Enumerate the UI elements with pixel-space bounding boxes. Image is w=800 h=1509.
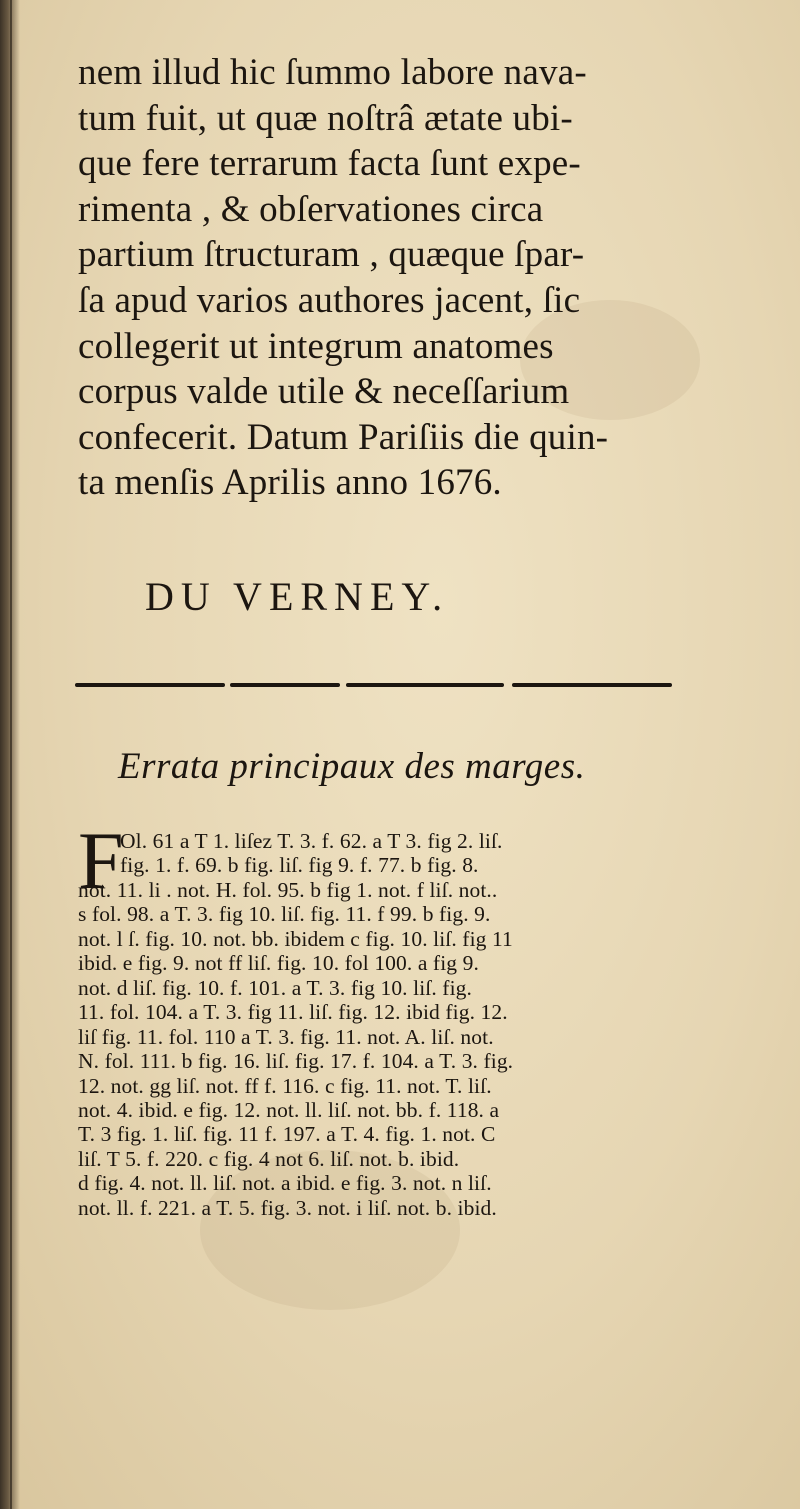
errata-line: d fig. 4. not. ll. liſ. not. a ibid. e fig. 3. not. n liſ.	[78, 1171, 492, 1196]
divider-rule	[346, 683, 504, 687]
binding-edge	[10, 0, 12, 1509]
errata-line: not. d liſ. fig. 10. f. 101. a T. 3. fig 10. liſ. fig.	[78, 975, 472, 1000]
divider-rule	[75, 683, 225, 687]
errata-line: not. 4. ibid. e fig. 12. not. ll. liſ. not. bb. f. 118. a	[78, 1097, 500, 1122]
text-line: que fere terrarum facta ſunt expe-	[78, 143, 581, 185]
errata-line: fig. 1. f. 69. b fig. liſ. fig 9. f. 77. b fig. 8.	[120, 853, 479, 878]
text-line: corpus valde utile & neceſſarium	[78, 371, 570, 413]
drop-cap: F	[78, 815, 124, 906]
text-line: rimenta , & obſervationes circa	[78, 188, 544, 230]
errata-list	[78, 829, 688, 1220]
divider-rule	[512, 683, 672, 687]
errata-line: not. 11. li . not. H. fol. 95. b fig 1. not. f liſ. not..	[78, 877, 498, 902]
errata-line: 11. fol. 104. a T. 3. fig 11. liſ. fig. 12. ibid fig. 12.	[78, 1000, 508, 1025]
text-line: tum fuit, ut quæ noſtrâ ætate ubi-	[78, 97, 573, 139]
text-line: nem illud hic ſummo labore nava-	[78, 52, 587, 93]
text-line: partium ſtructuram , quæque ſpar-	[78, 234, 585, 276]
errata-line: ibid. e fig. 9. not ff liſ. fig. 10. fol 100. a fig 9.	[78, 951, 479, 976]
divider-rule	[230, 683, 340, 687]
author-signature: DU VERNEY.	[145, 574, 450, 619]
errata-line: not. ll. f. 221. a T. 5. fig. 3. not. i liſ. not. b. ibid.	[78, 1195, 497, 1220]
errata-line: 12. not. gg liſ. not. ff f. 116. c fig. 11. not. T. liſ.	[78, 1073, 492, 1098]
text-line: confecerit. Datum Pariſiis die quin-	[78, 416, 609, 458]
errata-line: Ol. 61 a T 1. liſez T. 3. f. 62. a T 3. fig 2. liſ.	[120, 829, 503, 853]
errata-line: liſ. T 5. f. 220. c fig. 4 not 6. liſ. not. b. ibid.	[78, 1146, 460, 1171]
errata-line: T. 3 fig. 1. liſ. fig. 11 f. 197. a T. 4. fig. 1. not. C	[78, 1122, 496, 1147]
errata-line: liſ fig. 11. fol. 110 a T. 3. fig. 11. not. A. liſ. not.	[78, 1024, 494, 1049]
errata-line: s fol. 98. a T. 3. fig 10. liſ. fig. 11. f 99. b fig. 9.	[78, 902, 491, 927]
text-line: ſa apud varios authores jacent, ſic	[78, 279, 581, 321]
errata-heading: Errata principaux des marges.	[118, 746, 586, 787]
privilege-text-block	[78, 50, 698, 506]
text-line: ta menſis Aprilis anno 1676.	[78, 462, 502, 504]
text-line: collegerit ut integrum anatomes	[78, 325, 554, 367]
errata-line: N. fol. 111. b fig. 16. liſ. fig. 17. f. 104. a T. 3. fig.	[78, 1049, 514, 1074]
errata-line: not. l ſ. fig. 10. not. bb. ibidem c fig. 10. liſ. fig 11	[78, 926, 513, 951]
